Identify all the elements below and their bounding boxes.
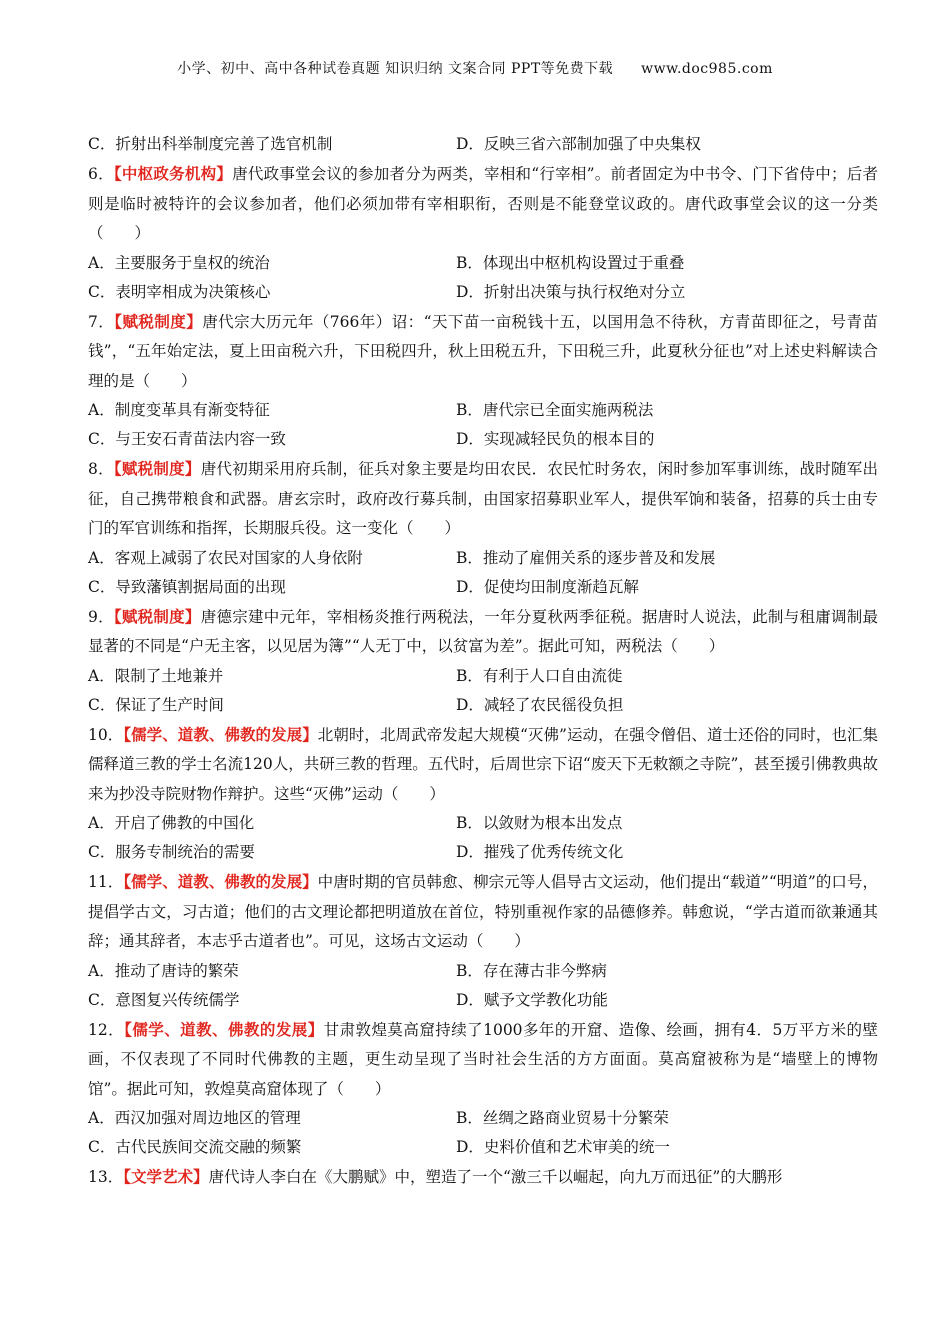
option-row bbox=[88, 662, 878, 691]
question-stem: 甘肃敦煌莫高窟持续了1000多年的开窟、造像、绘画，拥有4．5万平方米的壁画，不仅表现了不同时代佛教的主题，更生动呈现了当时社会生活的方方面面。莫高窟被称为是“墙壁上的博物馆”。据此可知，敦煌莫高窟体现了（ ） bbox=[88, 1020, 878, 1098]
question-number: 8． bbox=[88, 460, 114, 478]
question-tag: 【赋税制度】 bbox=[113, 459, 201, 478]
option-b: B．有利于人口自由流徙 bbox=[456, 666, 623, 685]
option-row bbox=[88, 957, 878, 986]
option-b: B．体现出中枢机构设置过于重叠 bbox=[456, 253, 685, 272]
question-8 bbox=[88, 454, 878, 544]
page-header bbox=[0, 58, 950, 78]
header-text: 小学、初中、高中各种试卷真题 知识归纳 文案合同 PPT等免费下载 bbox=[177, 61, 614, 77]
option-b: B．存在薄古非今弊病 bbox=[456, 961, 607, 980]
option-b: B．以敛财为根本出发点 bbox=[456, 814, 623, 832]
option-row bbox=[88, 544, 878, 573]
option-c: C．服务专制统治的需要 bbox=[88, 843, 255, 861]
option-d: D．折射出决策与执行权绝对分立 bbox=[456, 282, 686, 301]
option-a: A．客观上减弱了农民对国家的人身依附 bbox=[88, 548, 363, 567]
option-row bbox=[88, 1104, 878, 1133]
question-11 bbox=[88, 867, 878, 957]
option-a: A．制度变革具有渐变特征 bbox=[88, 401, 270, 419]
option-d: D．促使均田制度渐趋瓦解 bbox=[456, 577, 639, 596]
option-d: D．赋予文学教化功能 bbox=[456, 990, 608, 1009]
question-tag: 【儒学、道教、佛教的发展】 bbox=[123, 872, 318, 891]
question-tag: 【儒学、道教、佛教的发展】 bbox=[124, 1019, 324, 1039]
option-row bbox=[88, 691, 878, 720]
option-d: D．史料价值和艺术审美的统一 bbox=[456, 1138, 670, 1156]
question-stem: 唐代诗人李白在《大鹏赋》中，塑造了一个“激三千以崛起，向九万而迅征”的大鹏形 bbox=[208, 1168, 783, 1186]
question-number: 6． bbox=[88, 165, 114, 183]
option-d: D．反映三省六部制加强了中央集权 bbox=[456, 135, 701, 153]
question-stem: 唐代宗大历元年（766年）诏：“天下苗一亩税钱十五，以国用急不待秋，方青苗即征之，号青苗钱”，“五年始定法，夏上田亩税六升，下田税四升，秋上田税五升，下田税三升，此夏秋分征也”对上述史料解读合理的是（ ） bbox=[88, 312, 878, 390]
question-tag: 【赋税制度】 bbox=[113, 606, 201, 626]
option-c: C．保证了生产时间 bbox=[88, 695, 224, 714]
option-row bbox=[88, 838, 878, 867]
option-a: A．开启了佛教的中国化 bbox=[88, 814, 255, 832]
option-row bbox=[88, 130, 878, 159]
option-row bbox=[88, 809, 878, 838]
option-a: A．西汉加强对周边地区的管理 bbox=[88, 1109, 301, 1127]
option-b: B．唐代宗已全面实施两税法 bbox=[456, 401, 654, 419]
option-row bbox=[88, 573, 878, 602]
option-d: D．实现减轻民负的根本目的 bbox=[456, 430, 655, 448]
question-10 bbox=[88, 720, 878, 810]
question-13 bbox=[88, 1162, 878, 1193]
option-c: C．表明宰相成为决策核心 bbox=[88, 282, 271, 301]
question-stem: 唐代初期采用府兵制，征兵对象主要是均田农民．农民忙时务农，闲时参加军事训练，战时随军出征，自己携带粮食和武器。唐玄宗时，政府改行募兵制，由国家招募职业军人，提供军饷和装备，招募的兵士由专门的军官训练和指挥，长期服兵役。这一变化（ ） bbox=[88, 460, 878, 537]
question-tag: 【儒学、道教、佛教的发展】 bbox=[123, 724, 318, 744]
option-row bbox=[88, 396, 878, 425]
question-tag: 【赋税制度】 bbox=[114, 311, 203, 331]
option-row bbox=[88, 986, 878, 1015]
option-c: C．导致藩镇割据局面的出现 bbox=[88, 577, 286, 596]
option-c: C．意图复兴传统儒学 bbox=[88, 990, 240, 1009]
question-number: 12． bbox=[88, 1020, 125, 1039]
question-6 bbox=[88, 159, 878, 249]
option-row bbox=[88, 278, 878, 307]
question-number: 7． bbox=[88, 312, 115, 331]
question-number: 13． bbox=[88, 1168, 124, 1186]
option-c: C．折射出科举制度完善了选官机制 bbox=[88, 135, 333, 153]
option-d: D．摧残了优秀传统文化 bbox=[456, 843, 624, 861]
option-b: B．推动了雇佣关系的逐步普及和发展 bbox=[456, 548, 716, 567]
option-c: C．与王安石青苗法内容一致 bbox=[88, 430, 286, 448]
question-stem: 唐代政事堂会议的参加者分为两类，宰相和“行宰相”。前者固定为中书令、门下省侍中；后者则是临时被特许的会议参加者，他们必须加带有宰相职衔，否则是不能登堂议政的。唐代政事堂会议的这一分类（ ） bbox=[88, 165, 878, 242]
option-b: B．丝绸之路商业贸易十分繁荣 bbox=[456, 1109, 669, 1127]
option-row bbox=[88, 425, 878, 454]
option-a: A．推动了唐诗的繁荣 bbox=[88, 961, 239, 980]
question-stem: 北朝时，北周武帝发起大规模“灭佛”运动，在强令僧侣、道士还俗的同时，也汇集儒释道三教的学士名流120人，共研三教的哲理。五代时，后周世宗下诏“废天下无敕额之寺院”，甚至援引佛教典故来为抄没寺院财物作辩护。这些“灭佛”运动（ ） bbox=[88, 725, 878, 803]
question-tag: 【文学艺术】 bbox=[123, 1167, 209, 1186]
page-content bbox=[88, 130, 878, 1193]
header-site: www.doc985.com bbox=[641, 61, 773, 77]
option-a: A．主要服务于皇权的统治 bbox=[88, 253, 270, 272]
option-d: D．减轻了农民徭役负担 bbox=[456, 695, 624, 714]
question-7 bbox=[88, 307, 878, 397]
question-12 bbox=[88, 1015, 878, 1105]
option-c: C．古代民族间交流交融的频繁 bbox=[88, 1138, 302, 1156]
question-number: 9． bbox=[88, 607, 114, 626]
question-stem: 中唐时期的官员韩愈、柳宗元等人倡导古文运动，他们提出“载道”“明道”的口号，提倡学古文，习古道；他们的古文理论都把明道放在首位，特别重视作家的品德修养。韩愈说，“学古道而欲兼通其辞；通其辞者，本志乎古道者也”。可见，这场古文运动（ ） bbox=[88, 873, 878, 950]
question-number: 10． bbox=[88, 725, 124, 744]
option-row bbox=[88, 1133, 878, 1162]
option-row bbox=[88, 249, 878, 278]
question-stem: 唐德宗建中元年，宰相杨炎推行两税法，一年分夏秋两季征税。据唐时人说法，此制与租庸调制最显著的不同是“户无主客，以见居为簿”“人无丁中，以贫富为差”。据此可知，两税法（ ） bbox=[88, 607, 878, 655]
question-9 bbox=[88, 602, 878, 662]
question-tag: 【中枢政务机构】 bbox=[113, 164, 233, 183]
question-number: 11． bbox=[88, 873, 124, 891]
option-a: A．限制了土地兼并 bbox=[88, 666, 224, 685]
